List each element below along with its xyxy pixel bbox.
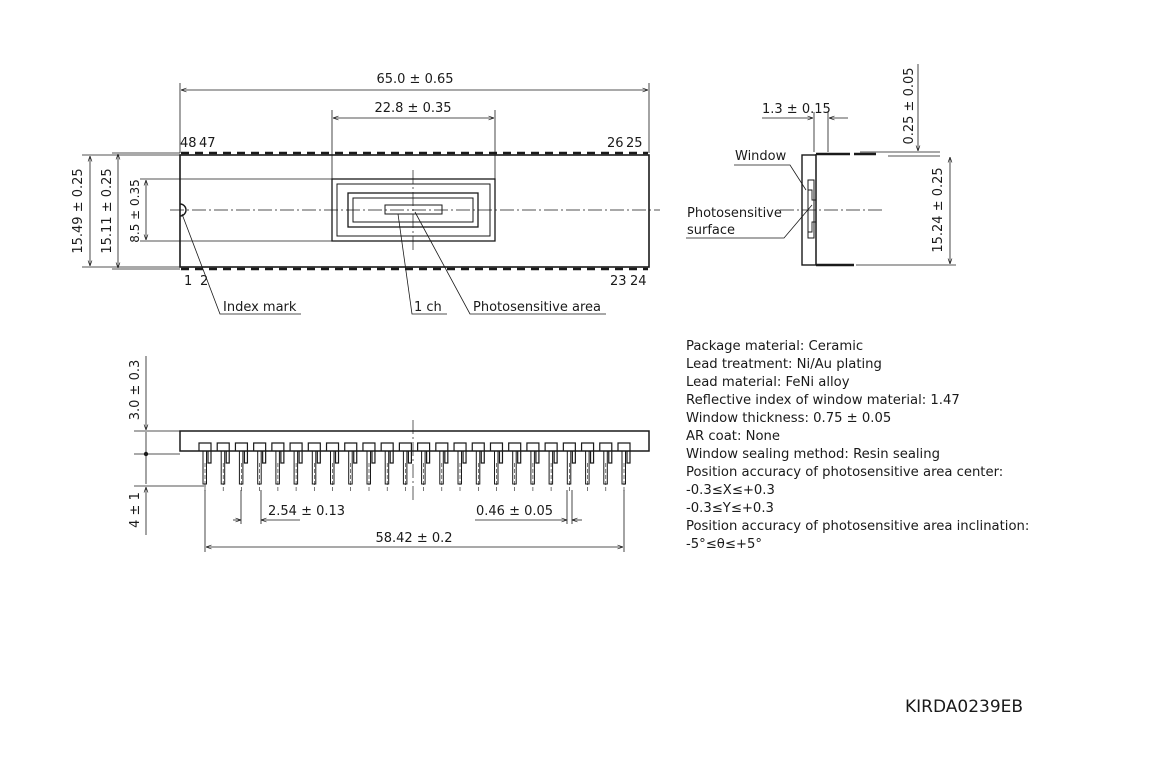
note-x-tolerance: -0.3≤X≤+0.3: [686, 483, 775, 498]
label-pin-48: 48: [180, 136, 197, 151]
label-row-pitch: 15.24 ± 0.25: [931, 167, 946, 253]
front-body: [180, 431, 649, 451]
note-inclination-accuracy: Position accuracy of photosensitive area inclination:: [686, 519, 1030, 534]
note-theta-tolerance: -5°≤θ≤+5°: [686, 537, 762, 552]
package-outline: [180, 155, 649, 267]
label-window-thickness: 1.3 ± 0.15: [762, 102, 831, 117]
label-pin-23: 23: [610, 274, 627, 289]
spec-notes: [686, 338, 1029, 554]
label-window-height: 8.5 ± 0.35: [128, 179, 142, 243]
label-channel: 1 ch: [414, 300, 442, 315]
note-ar-coat: AR coat: None: [686, 429, 780, 444]
photosensitive-area: [385, 205, 442, 214]
note-reflective-index: Reflective index of window material: 1.47: [686, 393, 960, 408]
window-leader: [734, 165, 806, 190]
label-outer-width: 15.49 ± 0.25: [71, 168, 86, 254]
note-center-accuracy: Position accuracy of photosensitive area center:: [686, 465, 1004, 480]
label-pin-24: 24: [630, 274, 647, 289]
label-pin-25: 25: [626, 136, 643, 151]
label-pin-1: 1: [184, 274, 193, 289]
note-package-material: Package material: Ceramic: [686, 339, 864, 354]
label-overall-length: 65.0 ± 0.65: [376, 72, 454, 87]
label-photosensitive-area: Photosensitive area: [473, 300, 602, 315]
front-view: [134, 356, 649, 552]
label-photosensitive-line2: surface: [687, 223, 736, 238]
channel-leader: [398, 214, 447, 314]
label-photosensitive-line1: Photosensitive: [687, 206, 782, 221]
drawing-code: KIRDA0239EB: [905, 697, 1024, 717]
label-window: Window: [735, 149, 787, 164]
label-lead-width: 0.46 ± 0.05: [476, 504, 554, 519]
top-view: [82, 83, 660, 314]
label-span: 58.42 ± 0.2: [375, 531, 453, 546]
label-pin-2: 2: [200, 274, 209, 289]
front-view-labels: [128, 360, 553, 546]
note-window-thickness: Window thickness: 0.75 ± 0.05: [686, 411, 892, 426]
label-pin-pitch: 2.54 ± 0.13: [268, 504, 346, 519]
label-pin-26: 26: [607, 136, 624, 151]
note-sealing-method: Window sealing method: Resin sealing: [686, 447, 940, 462]
label-index-mark: Index mark: [223, 300, 297, 315]
label-lead-length: 4 ± 1: [128, 492, 143, 528]
label-lead-thickness: 0.25 ± 0.05: [902, 67, 917, 145]
label-pin-47: 47: [199, 136, 216, 151]
note-lead-treatment: Lead treatment: Ni/Au plating: [686, 357, 882, 372]
label-package-height: 3.0 ± 0.3: [128, 359, 143, 421]
index-mark-leader: [182, 214, 301, 314]
note-y-tolerance: -0.3≤Y≤+0.3: [686, 501, 774, 516]
side-photosensitive-profile: [808, 190, 816, 232]
note-lead-material: Lead material: FeNi alloy: [686, 375, 850, 390]
label-inner-width: 15.11 ± 0.25: [100, 168, 115, 254]
label-window-width: 22.8 ± 0.35: [374, 101, 452, 116]
